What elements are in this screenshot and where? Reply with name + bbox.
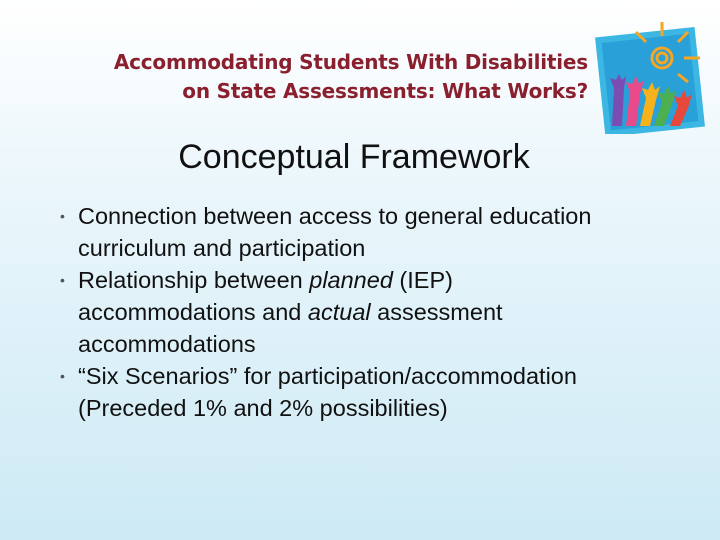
presentation-header-title [108,48,588,106]
bullet-item-1 [60,200,620,264]
bullet-text-3-line-1: “Six Scenarios” for participation/accommodation [78,363,577,389]
bullet-text-1: Connection between access to general education curriculum and participation [78,203,592,261]
slide-title [0,138,720,177]
bullet-dot-icon: • [60,272,65,288]
bullet-item-3 [60,360,620,424]
bullet-text-2-planned: planned [309,267,393,293]
bullet-text-2-post: assessment accommodations [78,299,503,357]
bullet-dot-icon: • [60,208,65,224]
header-line-2: on State Assessments: What Works? [182,79,588,103]
bullet-text-2-mid: (IEP) accommodations and [78,267,453,325]
hands-sun-logo [592,18,714,134]
header-line-1: Accommodating Students With Disabilities [113,50,588,74]
bullet-text-3-line-2: (Preceded 1% and 2% possibilities) [78,395,448,421]
slide-title-text: Conceptual Framework [178,138,530,176]
bullet-item-2 [60,264,620,360]
bullet-text-2-actual: actual [307,299,371,325]
bullet-dot-icon: • [60,368,65,384]
bullet-list [60,200,620,424]
bullet-text-2-pre: Relationship between [78,267,310,293]
